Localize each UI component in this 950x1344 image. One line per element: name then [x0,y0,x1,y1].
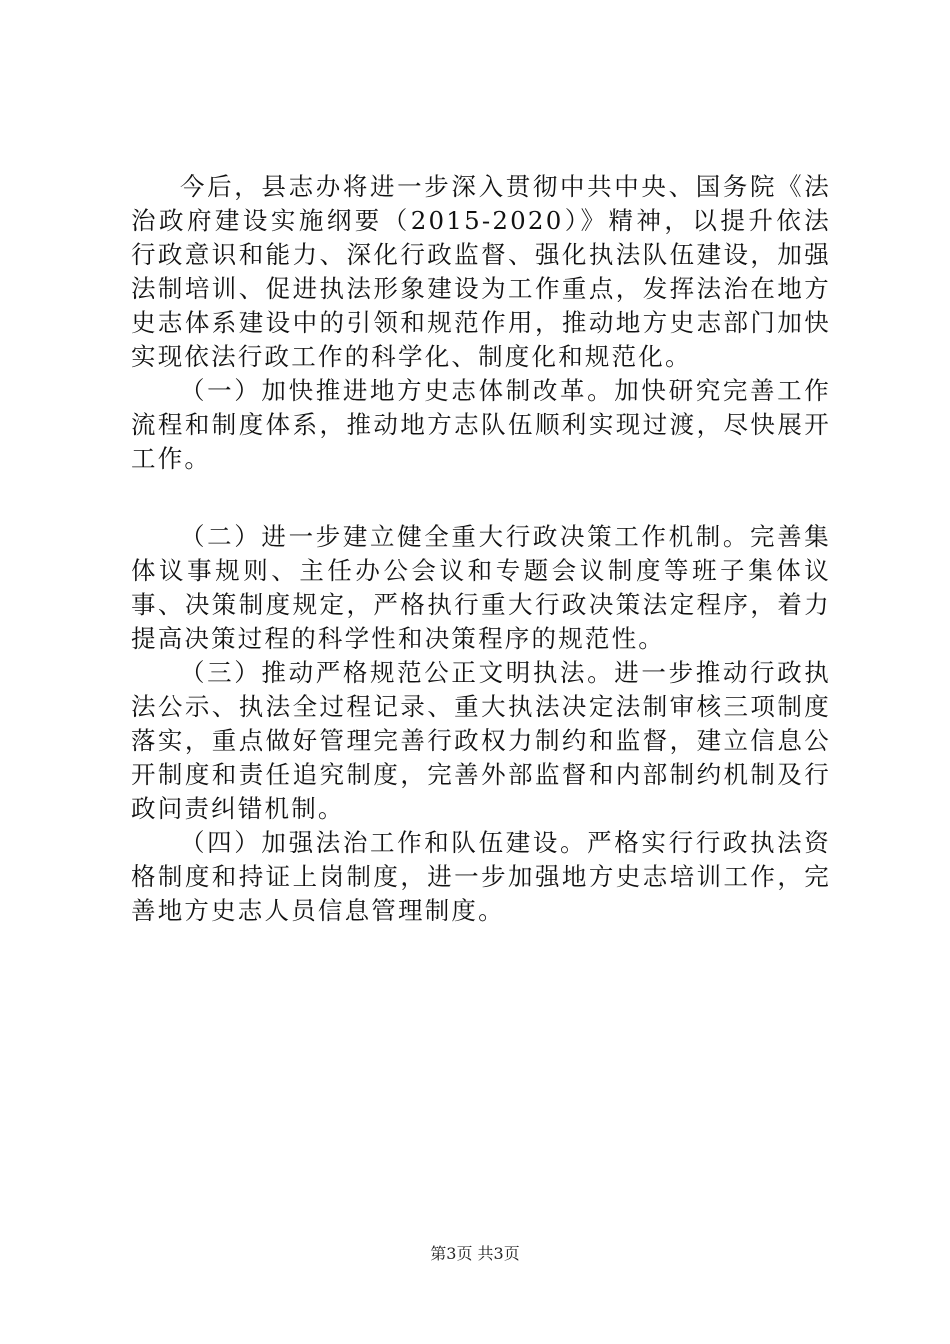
page-number-footer: 第3页 共3页 [430,1244,520,1263]
document-body [131,170,831,928]
paragraph-spacer [131,476,831,520]
paragraph-item-4: （四）加强法治工作和队伍建设。严格实行行政执法资格制度和持证上岗制度，进一步加强地方史志培训工作，完善地方史志人员信息管理制度。 [131,828,831,925]
paragraph-item-3: （三）推动严格规范公正文明执法。进一步推动行政执法公示、执法全过程记录、重大执法决定法制审核三项制度落实，重点做好管理完善行政权力制约和监督，建立信息公开制度和责任追究制度，完善外部监督和内部制约机制及行政问责纠错机制。 [131,658,831,823]
paragraph-item-1: （一）加快推进地方史志体制改革。加快研究完善工作流程和制度体系，推动地方志队伍顺利实现过渡，尽快展开工作。 [131,376,831,473]
paragraph-item-2: （二）进一步建立健全重大行政决策工作机制。完善集体议事规则、主任办公会议和专题会议制度等班子集体议事、决策制度规定，严格执行重大行政决策法定程序，着力提高决策过程的科学性和决策程序的规范性。 [131,522,831,653]
paragraph-intro: 今后，县志办将进一步深入贯彻中共中央、国务院《法治政府建设实施纲要（2015-2020）》精神，以提升依法行政意识和能力、深化行政监督、强化执法队伍建设，加强法制培训、促进执法形象建设为工作重点，发挥法治在地方史志体系建设中的引领和规范作用，推动地方史志部门加快实现依法行政工作的科学化、制度化和规范化。 [131,172,831,371]
